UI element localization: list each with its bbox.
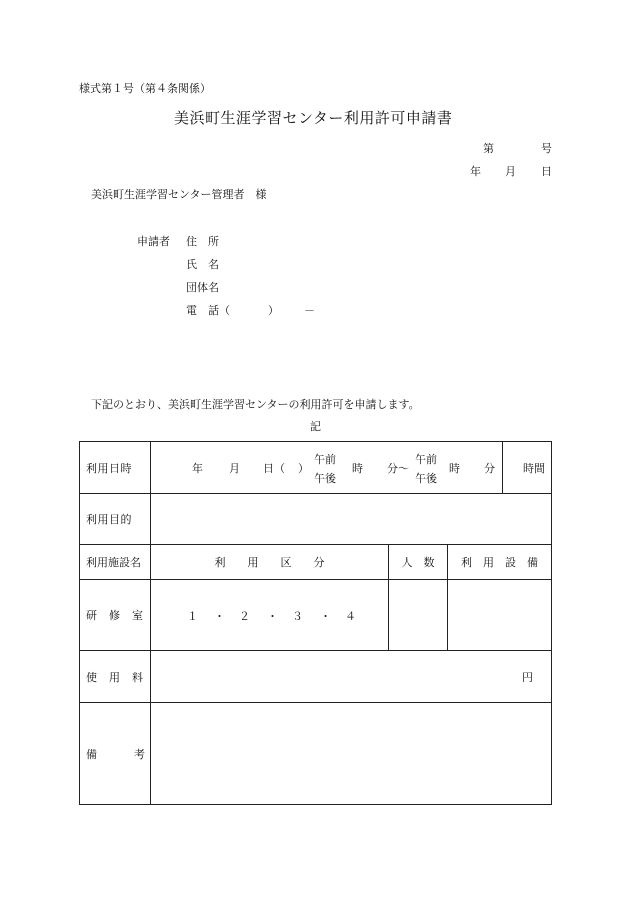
division-header: 利 用 区 分 — [151, 545, 389, 580]
room-options[interactable] — [151, 580, 389, 651]
hours-label: 時間 — [503, 442, 552, 494]
yen-unit: 円 — [522, 670, 534, 684]
dt-pm2: 午後 — [415, 472, 437, 485]
facility-header: 利用施設名 — [80, 545, 151, 580]
date-day: 日 — [541, 165, 552, 178]
training-room-label: 研 修 室 — [80, 580, 151, 651]
row-remarks — [80, 703, 552, 805]
phone-dash: － — [304, 304, 315, 317]
name-label: 氏 名 — [186, 258, 219, 271]
dt-pm1: 午後 — [314, 472, 336, 485]
room-separator: ・ — [214, 610, 225, 623]
dt-day: 日（ — [263, 462, 285, 475]
row-fee — [80, 651, 552, 703]
date-year: 年 — [470, 165, 481, 178]
row-training-room — [80, 580, 552, 651]
group-label: 団体名 — [186, 281, 219, 294]
dt-month: 月 — [229, 462, 240, 475]
room-option-3[interactable]: ３ — [292, 610, 303, 623]
row-purpose — [80, 494, 552, 545]
dt-paren: ） — [298, 462, 309, 475]
fee-label: 使 用 料 — [80, 651, 151, 703]
application-table — [79, 441, 552, 805]
room-separator: ・ — [320, 610, 331, 623]
dt-year: 年 — [192, 462, 203, 475]
form-reference: 様式第１号（第４条関係） — [79, 82, 211, 95]
room-option-1[interactable]: １ — [187, 610, 198, 623]
dt-am2: 午前 — [415, 453, 437, 466]
addressee: 美浜町生涯学習センター管理者 様 — [91, 188, 267, 201]
dt-hour2: 時 — [449, 462, 460, 475]
phone-label: 電 話（ — [186, 304, 230, 317]
number-dai: 第 — [483, 142, 494, 155]
people-header: 人 数 — [389, 545, 448, 580]
ki-heading: 記 — [310, 420, 321, 433]
datetime-label: 利用日時 — [80, 442, 151, 494]
equipment-field[interactable] — [448, 580, 552, 651]
remarks-field[interactable] — [151, 703, 552, 805]
room-option-2[interactable]: ２ — [239, 610, 250, 623]
date-month: 月 — [505, 165, 516, 178]
remarks-label-b: 考 — [134, 748, 145, 761]
dt-am1: 午前 — [314, 453, 336, 466]
people-field[interactable] — [389, 580, 448, 651]
equipment-header: 利 用 設 備 — [448, 545, 552, 580]
remarks-label-a: 備 — [86, 748, 97, 761]
remarks-label — [80, 703, 151, 805]
room-separator: ・ — [267, 610, 278, 623]
purpose-field[interactable] — [151, 494, 552, 545]
room-option-4[interactable]: ４ — [345, 610, 356, 623]
datetime-field[interactable] — [151, 442, 503, 494]
applicant-label: 申請者 — [137, 235, 170, 248]
phone-paren-close: ） — [268, 304, 279, 317]
dt-hour1: 時 — [352, 462, 363, 475]
fee-field[interactable] — [151, 651, 552, 703]
dt-min2: 分 — [484, 462, 495, 475]
dt-min1: 分～ — [387, 462, 409, 475]
purpose-label: 利用目的 — [80, 494, 151, 545]
row-header — [80, 545, 552, 580]
number-go: 号 — [541, 142, 552, 155]
row-datetime — [80, 442, 552, 494]
application-statement: 下記のとおり、美浜町生涯学習センターの利用許可を申請します。 — [91, 398, 420, 411]
address-label: 住 所 — [186, 235, 219, 248]
document-title: 美浜町生涯学習センター利用許可申請書 — [174, 109, 453, 127]
